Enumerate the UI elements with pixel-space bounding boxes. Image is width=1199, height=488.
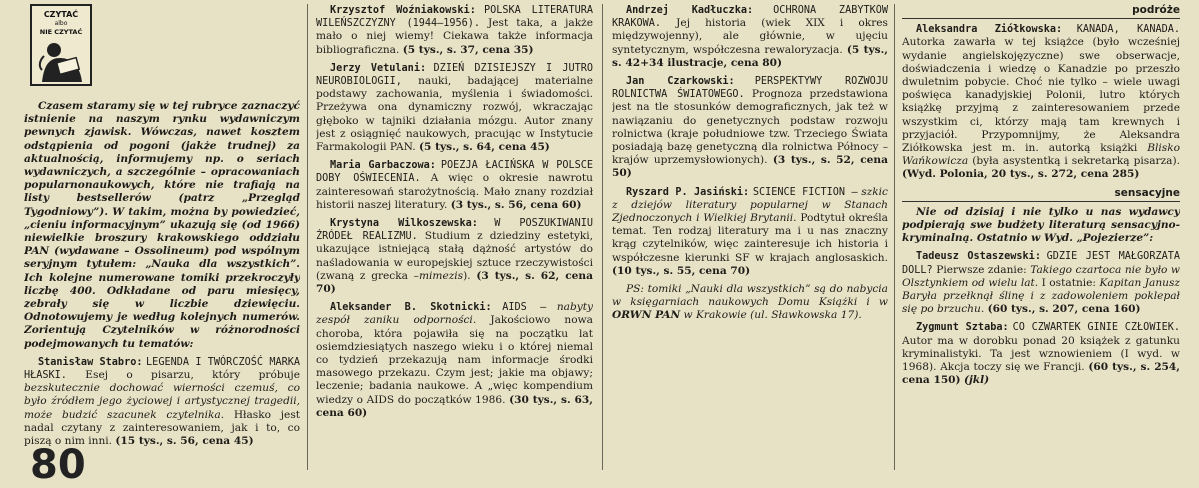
- review-body-continued: (była asystentką i sekretarką pisarza).: [972, 155, 1180, 168]
- postscript-lead: PS: tomiki „Nauki dla wszystkich” są do nabycia w księgarniach naukowych Domu Książki i w: [612, 283, 888, 309]
- review-author: Jan Czarkowski:: [626, 76, 735, 88]
- review-meta: (30 tys., s. 63, cena 60): [316, 393, 593, 419]
- review-meta: (60 tys., s. 254, cena 150): [902, 361, 1180, 387]
- review-author: Aleksandra Ziółkowska:: [916, 24, 1063, 36]
- review-body: Jest taka, a jakże mało o niej wiemy! Ciekawa także informacja bibliograficzna.: [316, 17, 593, 56]
- review-author: Tadeusz Ostaszewski:: [916, 251, 1041, 263]
- review-body: Pierwsze zdanie:: [936, 263, 1027, 276]
- review-author: Krystyna Wilkoszewska:: [330, 218, 478, 230]
- column-divider: [602, 4, 603, 470]
- review-author: Zygmunt Sztaba:: [916, 322, 1009, 334]
- review-body: Jej historia (wiek XIX i okres międzywojenny), ale głównie, w ujęciu syntetycznym, współczesna rewaloryzacja.: [612, 17, 888, 56]
- review-author: Stanisław Stabro:: [38, 356, 143, 368]
- review-title: W POSZUKIWANIU ŹRÓDEŁ REALIZMU.: [316, 218, 593, 243]
- review-wozniakowski: [316, 4, 593, 57]
- review-author: Ryszard P. Jasiński:: [626, 186, 750, 198]
- review-sztaba: [902, 321, 1180, 387]
- review-ziolkowska: [902, 23, 1180, 181]
- review-meta: (15 tys., s. 56, cena 45): [115, 435, 254, 448]
- review-body: Esej o pisarzu, który próbuje: [85, 369, 300, 382]
- review-body: A więc o okresie nawrotu zainteresowań starożytnością. Mało znany rozdział historii naszej literatury.: [316, 172, 593, 211]
- review-body-italic: Blisko Wańkowicza: [902, 142, 1180, 168]
- postscript-tail: w Krakowie (ul. Sławkowska 17).: [683, 309, 862, 322]
- review-skotnicki: [316, 301, 593, 420]
- czytac-logo: [30, 4, 92, 86]
- review-meta: (60 tys., s. 207, cena 160): [987, 303, 1141, 316]
- postscript: [612, 283, 888, 323]
- review-subtitle: nabyty zespół zaniku odporności.: [316, 301, 593, 327]
- review-subtitle: szkic z dziejów literatury popularnej w Stanach Zjednoczonych i Wielkiej Brytanii.: [612, 185, 888, 225]
- logo-line2: albo: [54, 20, 68, 27]
- review-czarkowski: [612, 75, 888, 181]
- review-meta: (10 tys., s. 55, cena 70): [612, 264, 751, 277]
- sensational-intro: Nie od dzisiaj i nie tylko u nas wydawcy podpierają swe budżety literaturą sensacyjno-kryminalną. Ostatnio w Wyd. „Pojezierze”:: [902, 205, 1180, 245]
- review-title: AIDS –: [502, 302, 547, 314]
- review-author: Aleksander B. Skotnicki:: [330, 302, 492, 314]
- review-meta: (3 tys., s. 56, cena 60): [450, 198, 582, 211]
- review-title: SCIENCE FICTION –: [752, 186, 858, 198]
- reader-figure-icon: [32, 6, 90, 84]
- series-intro: Czasem staramy się w tej rubryce zaznaczyć istnienie na naszym rynku wydawniczym pewnych zjawisk. Wówczas, nawet kosztem odstąpienia od pogoni (jakże trudnej) za aktualnością, informujemy np. o seriach wydawniczych, a szczególnie – opracowaniach popularnonaukowych, które nie trafiają na listy bestsellerów (patrz „Przegląd Tygodniowy”). W takim, można by powiedzieć, „cieniu informacyjnym” ukazują się (od 1966) niewielkie broszury krakowskiego oddziału PAN (wydawane – Ossolineum) pod wspólnym seryjnym tytułem: „Nauka dla wszystkich”. Ich kolejne numerowane tomiki przekroczyły liczbę 400. Odkładane od paru miesięcy, zebrały się w liczbie dziewięciu. Odnotowujemy je według kolejnych numerów. Zorientują Czytelników w różnorodności podejmowanych tu tematów:: [24, 100, 300, 350]
- review-body-continued: I ostatnie:: [1041, 276, 1097, 289]
- review-meta: (5 tys., s. 37, cena 35): [402, 43, 534, 56]
- review-body: Autorka zawarła w tej książce (było wcześniej wydanie angielskojęzyczne) swe obserwacje, doświadczenia i wiedzę o Kanadzie po przeszło dwuletnim pobycie. Choć nie tylko – wiele uwagi poświęca kanadyjskiej Polonii, lutro których książkę przyjmą z zainteresowaniem przede wszystkim ci, którzy mają tam krewnych i przyjaciół. Przypomnijmy, że Aleksandra Ziółkowska jest m. in. autorką książki: [902, 36, 1180, 155]
- review-body-italic: mimezis: [418, 269, 464, 282]
- review-author: Jerzy Vetulani:: [330, 62, 427, 74]
- review-title: DZIEŃ DZISIEJSZY I JUTRO NEUROBIOLOGII,: [316, 62, 593, 88]
- section-heading-sensational: sensacyjne: [902, 187, 1180, 202]
- review-body: Autor ma w dorobku ponad 20 książek z gatunku kryminalistyki. Ta jest wznowieniem (I wyd. w 1968). Akcja toczy się we Francji.: [902, 334, 1180, 374]
- review-title: CO CZWARTEK GINIE CZŁOWIEK.: [1012, 322, 1180, 334]
- review-title: GDZIE JEST MAŁGORZATA DOLL?: [902, 251, 1180, 276]
- reviewer-signature: (jkl): [963, 374, 990, 387]
- column-3: [612, 4, 888, 474]
- review-garbaczowa: [316, 159, 593, 212]
- review-meta: (5 tys., s. 42+34 ilustracje, cena 80): [612, 43, 888, 69]
- review-title: OCHRONA ZABYTKÓW KRAKOWA.: [612, 5, 888, 30]
- logo-line1: CZYTAĆ: [43, 10, 79, 19]
- postscript-publisher: ORWN PAN: [612, 309, 681, 322]
- review-body: Prognoza przedstawiona jest na tle stosunków demograficznych, jak też w nawiązaniu do genetycznych podstaw rozwoju rolnictwa (kraje południowe tzw. Trzeciego Świata posiadają bazę genetyczną dla rolnictwa Północy – krajów uprzemysłowionych).: [612, 88, 888, 167]
- review-stabro: [24, 356, 300, 448]
- review-kadluczka: [612, 4, 888, 70]
- review-body: nauki, badającej materialne podstawy zachowania, myślenia i świadomości. Przeżywa ona dynamiczny rozwój, wkraczając głęboko w tajniki działania mózgu. Autor znany jest z osiągnięć naukowych, pracując w Instytucie Farmakologii PAN.: [316, 75, 593, 154]
- review-vetulani: [316, 62, 593, 154]
- review-wilkoszewska: [316, 217, 593, 296]
- column-divider: [894, 4, 895, 470]
- logo-line3: NIE CZYTAĆ: [39, 28, 83, 36]
- review-author: Maria Garbaczowa:: [330, 160, 436, 172]
- section-heading-travel: podróże: [902, 4, 1180, 19]
- review-body-italic: Takiego czartoca nie było w Olsztynkiem od wielu lat.: [902, 263, 1180, 289]
- review-meta: (5 tys., s. 64, cena 45): [419, 141, 550, 154]
- review-body-continued: Hłasko jest nadal czytany z zainteresowaniem, jak i to, co piszą o nim inni.: [24, 408, 300, 448]
- review-author: Krzysztof Woźniakowski:: [330, 5, 476, 16]
- review-body: Studium z dziedziny estetyki, ukazujące istniejącą stałą dążność artystów do naśladowania w europejskiej sztuce rzeczywistości (zwaną z greckа –: [316, 230, 593, 282]
- review-body: Podtytuł określa temat. Ten rodzaj literatury ma i u nas znaczny krąg czytelników, więc zainteresuje ich historia i współczesne kierunki SF w krajach anglosaskich.: [612, 212, 888, 264]
- review-title: LEGENDA I TWÓRCZOŚĆ MARKA HŁASKI.: [24, 356, 300, 382]
- review-title: PERSPEKTYWY ROZWOJU ROLNICTWA ŚWIATOWEGO.: [612, 76, 888, 101]
- review-body-continued: ).: [463, 269, 471, 282]
- column-1: [24, 100, 300, 474]
- review-author: Andrzej Kadłuczka:: [626, 5, 754, 16]
- column-divider: [307, 4, 308, 470]
- review-meta: (3 tys., s. 62, cena 70): [316, 269, 593, 296]
- review-ostaszewski: [902, 250, 1180, 316]
- review-title: KANADA, KANADA.: [1076, 24, 1180, 36]
- review-meta: (3 tys., s. 52, cena 50): [612, 154, 888, 180]
- review-body-italic: bezskutecznie dochować wierności czemuś, co było źródłem jego życiowej i artystycznej tragedii, może budzić szacunek czytelnika.: [24, 382, 300, 421]
- review-meta: (Wyd. Polonia, 20 tys., s. 272, cena 285): [902, 168, 1140, 181]
- review-body: Jakościowo nowa choroba, która pojawiła się na początku lat osiemdziesiątych naszego wieku i o której niemal co tydzień przekazują nam informacje środki masowego przekazu. Czym jest; jakie ma objawy; leczenie; badania naukowe. A „więc kompendium wiedzy o AIDS do początków 1986.: [316, 314, 593, 406]
- review-title: POLSKA LITERATURA WILEŃSZCZYZNY (1944–1956).: [316, 5, 593, 30]
- page-number: 80: [30, 442, 86, 488]
- column-2: [316, 4, 593, 474]
- review-body-italic: Kapitan Janusz Baryła przełknął ślinę i z zadowoleniem poklepał się po brzuchu.: [902, 276, 1180, 316]
- column-4: [902, 4, 1180, 474]
- review-jasinski: [612, 186, 888, 278]
- review-title: POEZJA ŁACIŃSKA W POLSCE DOBY OŚWIECENIA.: [316, 160, 593, 185]
